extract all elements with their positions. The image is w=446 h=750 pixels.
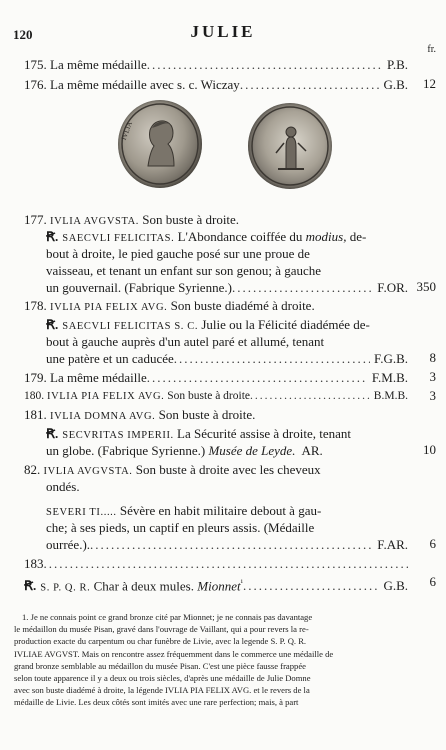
footnote-marker: ¹ (240, 578, 243, 587)
entry-text: La même médaille (50, 370, 147, 385)
leader-dots (232, 279, 373, 296)
footnote-line: avec son buste diadémé à droite, la légende IVLIA PIA FELIX AVG. et le revers de la (14, 685, 310, 696)
obverse-description: Son buste à droite avec les cheveux (135, 462, 321, 477)
reverse-text: de- (349, 229, 367, 244)
entry-177-line: bout à droite, le pied gauche posé sur une proue de (46, 246, 310, 261)
obverse-description: Son buste à droite. (142, 212, 240, 227)
reverse-text: L'Abondance coiffée du (177, 229, 303, 244)
footnote-line: selon toute apparence il y a deux ou trois siècles, d'après une médaille de Julie Domne (14, 673, 311, 684)
leader-dots (44, 555, 409, 572)
obverse-description: Son buste diadémé à droite. (170, 298, 315, 313)
entry-price: 8 (429, 350, 436, 365)
entry-177-last-line (46, 279, 408, 296)
entry-grade: P.B. (387, 57, 408, 72)
entry-text: une patère et un caducée (46, 351, 174, 366)
reverse-legend: SAECVLI FELICITAS. (62, 233, 175, 244)
entry-grade: G.B. (383, 578, 408, 594)
leader-dots (147, 369, 368, 386)
museum-reference: Musée de Leyde. (208, 443, 296, 458)
coin-reverse-figure (248, 103, 332, 189)
entry-grade: F.OR. (377, 280, 408, 295)
entry-183-number (24, 555, 408, 572)
reverse-text: Sévère en habit militaire debout à gau- (119, 503, 322, 518)
leader-dots (240, 76, 380, 93)
reverse-text: La Sécurité assise à droite, tenant (177, 426, 352, 441)
obverse-legend: IVLIA DOMNA AVG. (50, 411, 156, 422)
entry-179 (24, 369, 408, 386)
entry-178-last-line (46, 350, 408, 367)
page-number: 120 (13, 27, 33, 42)
obverse-legend: IVLIA AVGVSTA. (43, 466, 133, 477)
entry-178-line: bout à gauche auprès d'un autel paré et allumé, tenant (46, 334, 325, 349)
reverse-mark: Ꞧ. (46, 229, 59, 244)
reverse-text: Julie ou la Félicité diadémée de- (201, 317, 370, 332)
entry-grade: F.AR. (377, 537, 408, 552)
entry-182-last-line (46, 536, 408, 553)
reverse-legend: SEVERI TI..... (46, 507, 117, 518)
entry-181-obverse (24, 406, 408, 425)
svg-text:IVLIA: IVLIA (119, 120, 134, 142)
reverse-mark: Ꞧ. (24, 578, 37, 594)
entry-182-line: che; à ses pieds, un captif en pleurs assis. (Médaille (46, 520, 315, 535)
footnote-line: production exacte du carpentum ou char funèbre de Livie, avec la legende S. P. Q. R. (14, 636, 307, 647)
entry-text: La même médaille avec s. c. Wiczay (50, 77, 240, 92)
reverse-text: Char à deux mules. (93, 578, 194, 594)
entry-price: 3 (429, 369, 436, 384)
entry-grade: G.B. (383, 77, 408, 92)
reverse-text-italic: modius, (305, 229, 347, 244)
page-title: JULIE (190, 22, 256, 41)
entry-177-line: vaisseau, et tenant un enfant sur son genou; à gauche (46, 263, 322, 278)
reverse-mark: Ꞧ. (46, 317, 59, 332)
entry-178-obverse (24, 297, 408, 316)
reverse-legend: SECVRITAS IMPERII. (62, 430, 174, 441)
coin-reverse-image (248, 103, 332, 189)
obverse-legend: IVLIA PIA FELIX AVG. (47, 391, 165, 402)
entry-181-last-line (46, 442, 408, 459)
entry-grade: B.M.B. (373, 390, 408, 402)
entry-price: 12 (423, 76, 436, 91)
entry-price: 10 (423, 442, 436, 457)
entry-price: 6 (429, 574, 436, 589)
entry-text: un globe. (Fabrique Syrienne.) (46, 443, 206, 458)
reverse-legend: S. P. Q. R. (40, 582, 91, 594)
entry-price: 3 (429, 388, 436, 403)
entry-182-line: ondés. (46, 479, 80, 494)
entry-text: Son buste à droite (167, 390, 251, 402)
entry-number: 178. (24, 298, 47, 313)
leader-dots (90, 536, 373, 553)
obverse-legend: IVLIA PIA FELIX AVG. (50, 302, 168, 313)
obverse-description: Son buste à droite. (158, 407, 256, 422)
entry-grade: AR. (301, 443, 323, 458)
entry-number: 177. (24, 212, 47, 227)
entry-grade: F.G.B. (374, 351, 408, 366)
leader-dots (240, 577, 379, 594)
entry-grade: F.M.B. (371, 370, 408, 385)
footnote-line: grand bronze semblable au médaillon du musée Pisan. C'est une pièce fausse frappée (14, 660, 306, 671)
footnote-line: 1. Je ne connais point ce grand bronze cité par Mionnet; je ne connais pas davantage (22, 612, 313, 622)
reverse-legend: SAECVLI FELICITAS S. C. (62, 321, 199, 332)
entry-text: ourrée.). (46, 537, 91, 552)
entry-text: un gouvernail. (Fabrique Syrienne.) (46, 280, 232, 295)
entry-175 (24, 56, 408, 73)
leader-dots (250, 388, 370, 405)
leader-dots (147, 56, 383, 73)
reverse-mark: Ꞧ. (46, 426, 59, 441)
coin-obverse-bust (118, 100, 202, 188)
entry-180 (24, 388, 408, 405)
footnote-line: médaille de Livie. Les deux côtés sont imités avec une rare perfection; mais, à part (14, 697, 299, 708)
footnote-line: IVLIAE AVGVST. Mais on rencontre assez fréquemment dans le commerce une médaille de (14, 648, 334, 659)
entry-price: 350 (416, 279, 436, 294)
entry-176 (24, 76, 408, 93)
entry-number: 82. (24, 462, 41, 477)
entry-number: 183 (24, 556, 44, 571)
coin-obverse-image (118, 100, 202, 188)
entry-price: 6 (429, 536, 436, 551)
column-label-francs: fr. (427, 44, 436, 55)
footnote (14, 611, 432, 709)
entry-number: 175. (24, 57, 47, 72)
leader-dots (174, 350, 370, 367)
entry-183-reverse (24, 574, 408, 596)
entry-number: 176. (24, 77, 47, 92)
entry-number: 179. (24, 370, 47, 385)
obverse-legend: IVLIA AVGVSTA. (50, 216, 140, 227)
entry-number: 181. (24, 407, 47, 422)
footnote-line: le médaillon du musée Pisan, gravé dans l'ouvrage de Vaillant, qui a pour revers la re- (14, 624, 309, 635)
entry-number: 180. (24, 390, 45, 402)
reference-author: Mionnet (197, 578, 241, 594)
entry-text: La même médaille (50, 57, 147, 72)
